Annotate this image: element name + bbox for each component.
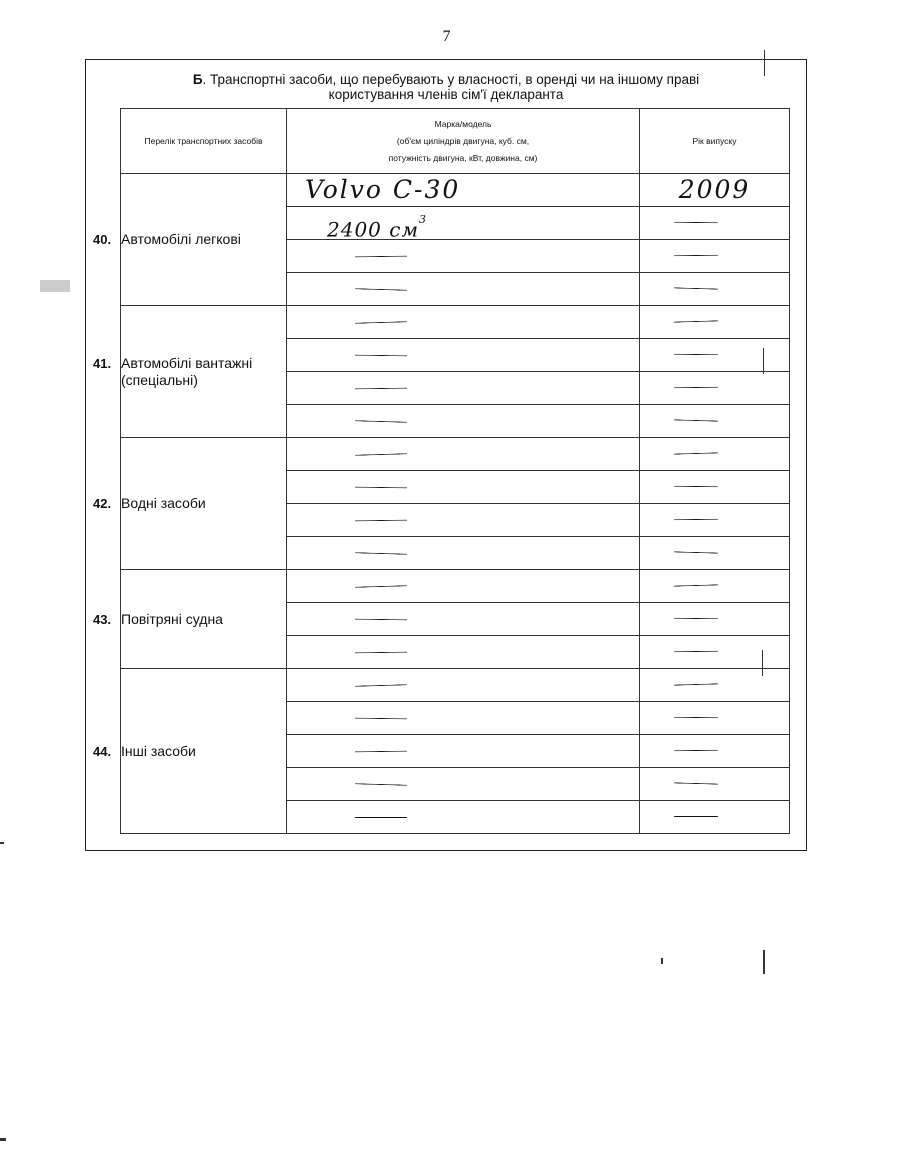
empty-dash-mark <box>355 453 407 455</box>
table-row <box>121 438 790 471</box>
model-cell <box>287 306 640 339</box>
model-cell <box>287 438 640 471</box>
category-cell <box>93 570 287 669</box>
empty-dash-mark <box>674 816 718 817</box>
table-body <box>93 174 790 834</box>
section-heading <box>86 72 806 102</box>
model-cell <box>287 702 640 735</box>
model-cell <box>287 273 640 306</box>
scan-speck <box>763 950 765 974</box>
model-cell <box>287 504 640 537</box>
row-number: 40. <box>93 232 112 247</box>
empty-dash-mark <box>355 552 407 554</box>
scan-speck <box>0 1138 6 1141</box>
section-title-line2: користування членів сім'ї декларанта <box>328 87 564 102</box>
column-header-model: Марка/модель (об'єм циліндрів двигуна, куб. см, потужність двигуна, кВт, довжина, см) <box>287 109 640 174</box>
year-cell <box>640 207 790 240</box>
empty-dash-mark <box>355 388 407 390</box>
empty-dash-mark <box>355 585 407 587</box>
year-cell <box>640 570 790 603</box>
unit-superscript: 3 <box>419 213 428 226</box>
year-cell <box>640 273 790 306</box>
row-number: 44. <box>93 743 112 759</box>
model-cell <box>287 339 640 372</box>
table-row <box>121 570 790 603</box>
year-cell <box>640 174 790 207</box>
year-cell <box>640 801 790 834</box>
model-cell <box>287 768 640 801</box>
empty-dash-mark <box>355 783 407 785</box>
column-header-year: Рік випуску <box>640 109 790 174</box>
page-number: 7 <box>442 28 451 45</box>
row-number: 43. <box>93 611 112 627</box>
year-cell <box>640 471 790 504</box>
empty-dash-mark <box>355 718 407 720</box>
model-cell <box>287 207 640 240</box>
empty-dash-mark <box>674 255 718 257</box>
empty-dash-mark <box>355 420 407 422</box>
category-cell <box>93 438 287 570</box>
declaration-section-frame <box>85 59 807 851</box>
vehicles-table <box>93 108 790 834</box>
category-label-line2: (спеціальні) <box>121 371 198 388</box>
model-cell <box>287 570 640 603</box>
empty-dash-mark <box>355 288 407 290</box>
empty-dash-mark <box>355 321 407 323</box>
empty-dash-mark <box>674 419 718 421</box>
year-cell <box>640 339 790 372</box>
empty-dash-mark <box>355 684 407 686</box>
empty-dash-mark <box>355 256 407 258</box>
empty-dash-mark <box>674 782 718 784</box>
empty-dash-mark <box>674 287 718 289</box>
empty-dash-mark <box>355 520 407 522</box>
empty-dash-mark <box>355 355 407 357</box>
scan-speck <box>763 348 764 374</box>
empty-dash-mark <box>674 486 718 488</box>
table-header-row <box>121 109 790 174</box>
model-cell <box>287 240 640 273</box>
year-cell <box>640 405 790 438</box>
empty-dash-mark <box>674 387 718 389</box>
table-row <box>121 669 790 702</box>
empty-dash-mark <box>674 584 718 586</box>
table-row <box>121 306 790 339</box>
empty-dash-mark <box>674 551 718 553</box>
empty-dash-mark <box>355 751 407 753</box>
model-cell <box>287 801 640 834</box>
category-label: Автомобілі вантажні <box>121 354 253 371</box>
model-cell <box>287 537 640 570</box>
empty-dash-mark <box>674 683 718 685</box>
scan-speck <box>40 280 70 292</box>
year-cell <box>640 702 790 735</box>
handwritten-model: 2400 $см^3$ <box>327 213 428 242</box>
empty-dash-mark <box>674 519 718 521</box>
section-title-line1: . Транспортні засоби, що перебувають у власності, в оренді чи на іншому праві <box>202 72 700 87</box>
column-header-list: Перелік транспортних засобів <box>121 109 287 174</box>
year-cell <box>640 669 790 702</box>
empty-dash-mark <box>674 717 718 719</box>
year-cell <box>640 240 790 273</box>
section-letter: Б <box>192 72 203 87</box>
year-cell <box>640 438 790 471</box>
scan-speck <box>762 650 763 676</box>
row-number: 41. <box>93 355 112 371</box>
scan-speck <box>0 842 4 844</box>
model-cell <box>287 636 640 669</box>
year-cell <box>640 306 790 339</box>
scan-speck <box>661 958 663 964</box>
year-cell <box>640 735 790 768</box>
year-cell <box>640 636 790 669</box>
empty-dash-mark <box>355 619 407 621</box>
empty-dash-mark <box>674 222 718 224</box>
model-cell <box>287 471 640 504</box>
year-cell <box>640 603 790 636</box>
category-cell <box>93 669 287 834</box>
empty-dash-mark <box>674 618 718 620</box>
empty-dash-mark <box>674 750 718 752</box>
category-cell <box>93 174 287 306</box>
empty-dash-mark <box>355 817 407 818</box>
empty-dash-mark <box>674 651 718 653</box>
year-cell <box>640 504 790 537</box>
year-cell <box>640 537 790 570</box>
empty-dash-mark <box>355 652 407 654</box>
category-label: Інші засоби <box>121 742 196 759</box>
scan-speck <box>764 50 765 76</box>
model-cell <box>287 174 640 207</box>
year-cell <box>640 372 790 405</box>
empty-dash-mark <box>674 354 718 356</box>
category-label: Автомобілі легкові <box>121 231 241 247</box>
model-cell <box>287 603 640 636</box>
category-label: Водні засоби <box>121 495 206 511</box>
handwritten-year: 2009 <box>678 175 751 204</box>
model-cell <box>287 405 640 438</box>
empty-dash-mark <box>674 452 718 454</box>
empty-dash-mark <box>674 320 718 322</box>
handwritten-model: Volvo C-30 <box>305 175 461 204</box>
model-cell <box>287 372 640 405</box>
empty-dash-mark <box>355 487 407 489</box>
model-cell <box>287 669 640 702</box>
category-cell <box>93 306 287 438</box>
table-row <box>121 174 790 207</box>
year-cell <box>640 768 790 801</box>
category-label: Повітряні судна <box>121 610 223 627</box>
model-cell <box>287 735 640 768</box>
row-number: 42. <box>93 496 112 511</box>
